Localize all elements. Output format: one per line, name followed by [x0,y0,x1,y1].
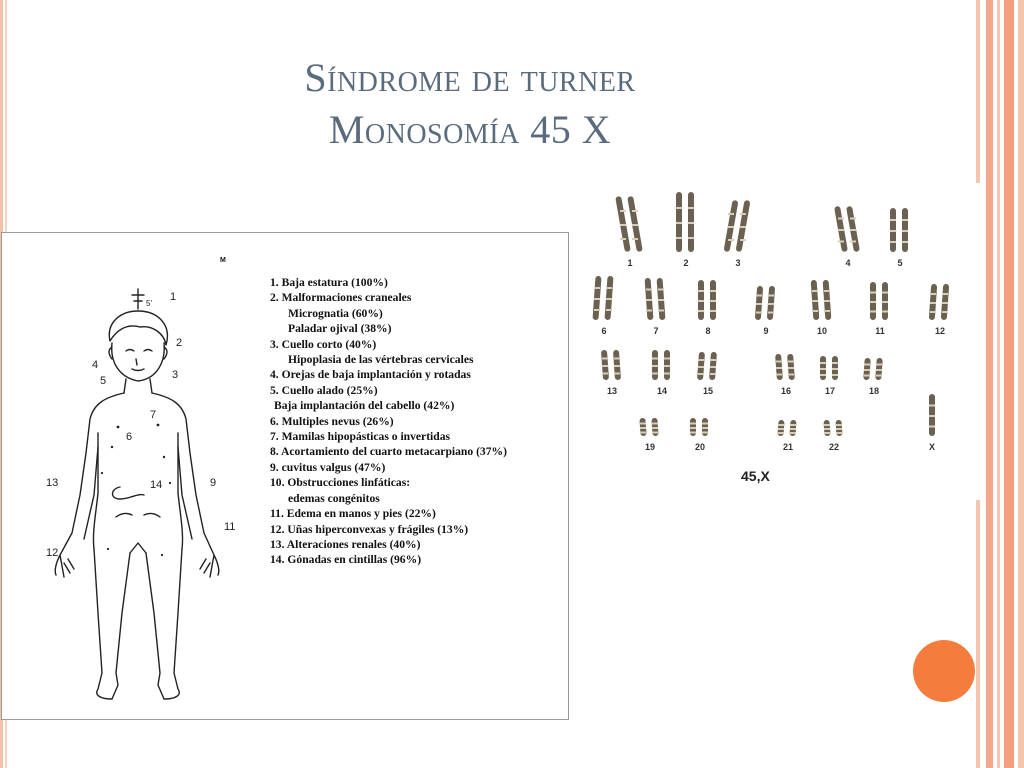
body-number: 4 [92,359,99,371]
features-list [270,275,507,568]
chromosome-label: X [928,442,935,452]
chromosome-pair-3 [724,200,751,252]
body-number: 14 [150,479,163,491]
feature-item: Paladar ojival (38%) [288,322,392,336]
chromosome-label: 17 [824,386,835,396]
figure-mark: M [220,257,226,264]
feature-item: Baja implantación del cabello (42%) [274,399,455,413]
body-number: 5' [146,299,152,308]
chromosome-pair-15 [697,352,717,380]
chromosome-label: 1 [627,258,633,268]
chromosome-pair-10 [811,280,832,320]
chromosome-label: 20 [694,442,705,452]
body-number: 1 [170,291,177,303]
feature-item: 5. Cuello alado (25%) [270,383,378,397]
chromosome-pair-x [929,394,935,436]
chromosome-label: 7 [653,326,659,336]
chromosome-label: 4 [845,258,851,268]
title-line-1: Síndrome de turner [304,55,636,100]
feature-item: 9. cuvitus valgus (47%) [270,460,386,474]
chromosome-label: 19 [644,442,655,452]
body-number: 9 [210,477,217,489]
chromosome-pair-7 [645,278,666,320]
chromosome-pair-1 [615,196,643,252]
feature-item: 3. Cuello corto (40%) [270,337,377,351]
chromosome-pair-19 [639,418,658,436]
feature-item: 12. Uñas hiperconvexas y frágiles (13%) [270,522,469,536]
chromosome-pair-4 [834,206,860,252]
body-number: 12. [46,547,62,559]
body-number: 2 [176,337,183,349]
feature-item: 1. Baja estatura (100%) [270,276,388,289]
body-number: 7 [150,409,157,421]
feature-item: 8. Acortamiento del cuarto metacarpiano (37%) [270,445,507,459]
body-number: 11 [224,521,236,533]
chromosome-pair-18 [863,358,883,380]
feature-item: 6. Multiples nevus (26%) [270,414,394,428]
chromosome-label: 8 [705,326,711,336]
chromosome-label: 11 [875,326,885,336]
chromosome-label: 21 [782,442,793,452]
feature-item: 13. Alteraciones renales (40%) [270,537,421,551]
chromosome-label: 9 [763,326,769,336]
chromosome-pair-22 [823,420,842,436]
chromosome-label: 18 [868,386,879,396]
chromosome-label: 5 [897,258,903,268]
chromosome-label: 6 [601,326,607,336]
feature-item: 14. Gónadas en cintillas (96%) [270,553,422,567]
chromosome-label: 3 [735,258,741,268]
feature-item: 4. Orejas de baja implantación y rotadas [270,368,471,382]
turner-features-figure [1,232,569,720]
feature-item: 2. Malformaciones craneales [270,291,412,305]
karyotype-caption: 45,X [741,468,770,484]
title-line-2: Monosomía 45 X [328,107,612,152]
feature-item: 10. Obstrucciones linfáticas: [270,476,411,490]
chromosome-pair-13 [601,350,621,380]
body-number: 5 [100,375,107,387]
chromosome-label: 10 [816,326,827,336]
chromosome-label: 16 [780,386,791,396]
body-number: 3 [172,369,179,381]
feature-item: 11. Edema en manos y pies (22%) [270,507,436,521]
feature-item: edemas congénitos [288,491,380,505]
chromosome-label: 14 [656,386,667,396]
chromosome-pair-21 [777,420,796,436]
karyotype-image [578,190,978,500]
decorative-dot [913,640,975,702]
chromosome-pair-11 [870,282,888,320]
chromosome-pair-6 [592,276,613,320]
chromosome-pair-12 [929,284,949,320]
feature-item: Micrognatia (60%) [288,306,383,320]
chromosome-pair-20 [690,418,708,436]
karyotype-chromosomes [578,190,978,500]
right-border-decoration [976,0,1024,768]
chromosome-label: 13 [606,386,617,396]
chromosome-pair-5 [890,208,908,252]
chromosome-pair-2 [676,192,694,252]
feature-item: Hipoplasia de las vértebras cervicales [288,353,474,367]
chromosome-pair-8 [698,280,716,320]
slide-title [220,52,720,156]
chromosome-label: 15 [702,386,713,396]
body-outline-illustration [2,233,262,719]
feature-item: 7. Mamilas hipopásticas o invertidas [270,430,451,444]
body-number: 13 [46,477,59,489]
chromosome-pair-9 [755,286,775,320]
chromosome-label: 2 [683,258,689,268]
body-number: 6 [126,431,133,443]
chromosome-pair-17 [820,356,838,380]
chromosome-pair-16 [775,354,795,380]
chromosome-pair-14 [652,350,670,380]
chromosome-label: 22 [828,442,839,452]
chromosome-label: 12 [934,326,945,336]
